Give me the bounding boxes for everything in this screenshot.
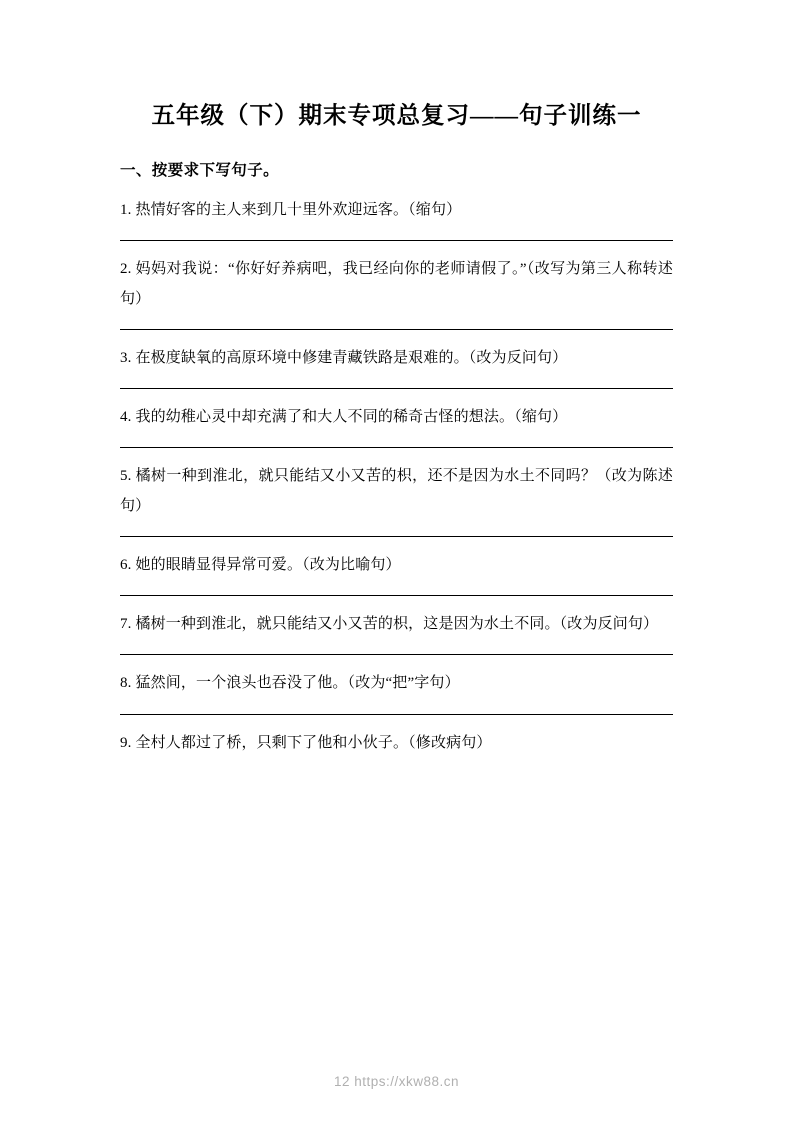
question-text: 4. 我的幼稚心灵中却充满了和大人不同的稀奇古怪的想法。（缩句） — [120, 409, 568, 425]
question-text: 5. 橘树一种到淮北，就只能结又小又苦的枳，还不是因为水土不同吗？（改为陈述句） — [120, 468, 673, 514]
question-text: 9. 全村人都过了桥，只剩下了他和小伙子。（修改病句） — [120, 734, 492, 751]
list-item — [120, 655, 673, 714]
question-text: 3. 在极度缺氧的高原环境中修建青藏铁路是艰难的。（改为反问句） — [120, 349, 568, 366]
list-item — [120, 448, 673, 537]
question-text: 7. 橘树一种到淮北，就只能结又小又苦的枳，这是因为水土不同。（改为反问句） — [120, 616, 659, 632]
section-heading: 一、按要求下写句子。 — [120, 162, 280, 179]
list-item — [120, 596, 673, 655]
question-text: 2. 妈妈对我说：“你好好养病吧，我已经向你的老师请假了。”（改写为第三人称转述句） — [120, 261, 673, 307]
list-item — [120, 180, 673, 241]
list-item — [120, 715, 673, 758]
question-text: 1. 热情好客的主人来到几十里外欢迎远客。（缩句） — [120, 202, 462, 218]
question-text: 8. 猛然间，一个浪头也吞没了他。（改为“把”字句） — [120, 675, 460, 692]
list-item — [120, 330, 673, 389]
list-item — [120, 537, 673, 596]
question-list — [120, 180, 673, 758]
question-text: 6. 她的眼睛显得异常可爱。（改为比喻句） — [120, 556, 401, 573]
page-title: 五年级（下）期末专项总复习——句子训练一 — [151, 103, 642, 129]
page-footer: 12 https://xkw88.cn — [333, 1074, 460, 1089]
list-item — [120, 389, 673, 448]
list-item — [120, 241, 673, 330]
